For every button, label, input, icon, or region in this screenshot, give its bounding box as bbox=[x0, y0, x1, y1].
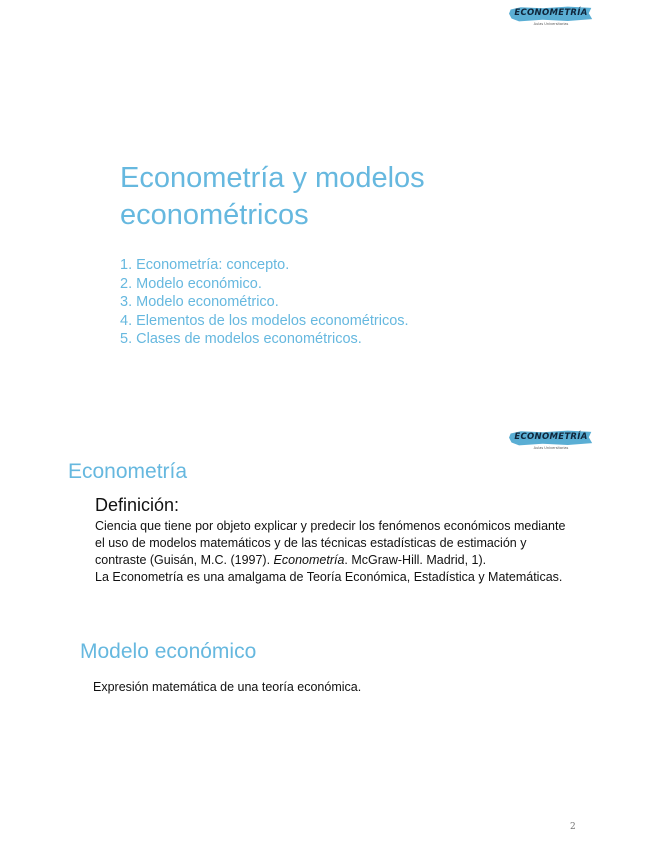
logo-text: ECONOMETRÍA bbox=[514, 432, 588, 442]
definition-paragraph bbox=[95, 518, 575, 569]
logo-text: ECONOMETRÍA bbox=[514, 8, 588, 18]
toc-item: 4. Elementos de los modelos econométricos. bbox=[120, 312, 409, 329]
definition-citation-title: Econometría bbox=[273, 553, 345, 567]
section-heading-modelo-economico: Modelo económico bbox=[80, 640, 257, 663]
toc-item: 3. Modelo econométrico. bbox=[120, 294, 279, 310]
modelo-economico-text: Expresión matemática de una teoría económica. bbox=[93, 680, 362, 694]
definition-citation-rest: . McGraw-Hill. Madrid, 1). bbox=[344, 553, 487, 567]
definition-text: Ciencia que tiene por objeto explicar y predecir los fenómenos económicos mediante el uso de modelos matemáticos y de las técnicas estadísticas de estimación y contraste (Guisán, M.C. (1997). bbox=[95, 519, 566, 567]
section-heading-econometria: Econometría bbox=[68, 460, 188, 483]
definition-title: Definición: bbox=[95, 495, 180, 515]
toc-item: 1. Econometría: concepto. bbox=[120, 257, 290, 273]
toc-item: 5. Clases de modelos econométricos. bbox=[120, 331, 362, 347]
logo-subtext: Aulas Universitarias bbox=[533, 446, 569, 450]
toc-item: 2. Modelo económico. bbox=[120, 275, 262, 292]
page-title: Econometría y modelos econométricos bbox=[120, 162, 425, 231]
page-number: 2 bbox=[570, 822, 576, 832]
logo-subtext: Aulas Universitarias bbox=[533, 22, 569, 26]
econometria-logo bbox=[509, 430, 593, 452]
table-of-contents bbox=[120, 256, 409, 349]
definition-body bbox=[95, 518, 575, 586]
econometria-logo bbox=[509, 6, 593, 28]
amalgam-paragraph: La Econometría es una amalgama de Teoría Económica, Estadística y Matemáticas. bbox=[95, 570, 563, 584]
